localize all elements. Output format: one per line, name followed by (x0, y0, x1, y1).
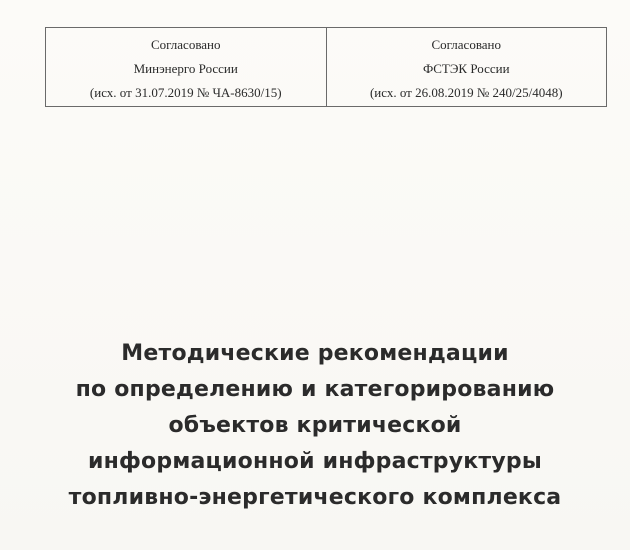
approval-minenergo (46, 28, 326, 106)
title-line: информационной инфраструктуры (88, 449, 542, 474)
title-line: по определению и категорированию (75, 377, 555, 402)
approval-organization: Минэнерго России (133, 61, 238, 76)
approval-reference: (исх. от 26.08.2019 № 240/25/4048) (369, 85, 563, 100)
title-line: топливно-энергетического комплекса (68, 485, 562, 510)
approval-table (45, 27, 607, 107)
title-line: объектов критической (168, 413, 462, 438)
approval-reference: (исх. от 31.07.2019 № ЧА-8630/15) (89, 85, 282, 100)
document-title (0, 336, 630, 516)
title-line: Методические рекомендации (121, 341, 509, 366)
approval-label: Согласовано (150, 37, 221, 52)
approval-organization: ФСТЭК России (422, 61, 510, 76)
approval-label: Согласовано (431, 37, 502, 52)
approval-fstek (326, 28, 607, 106)
